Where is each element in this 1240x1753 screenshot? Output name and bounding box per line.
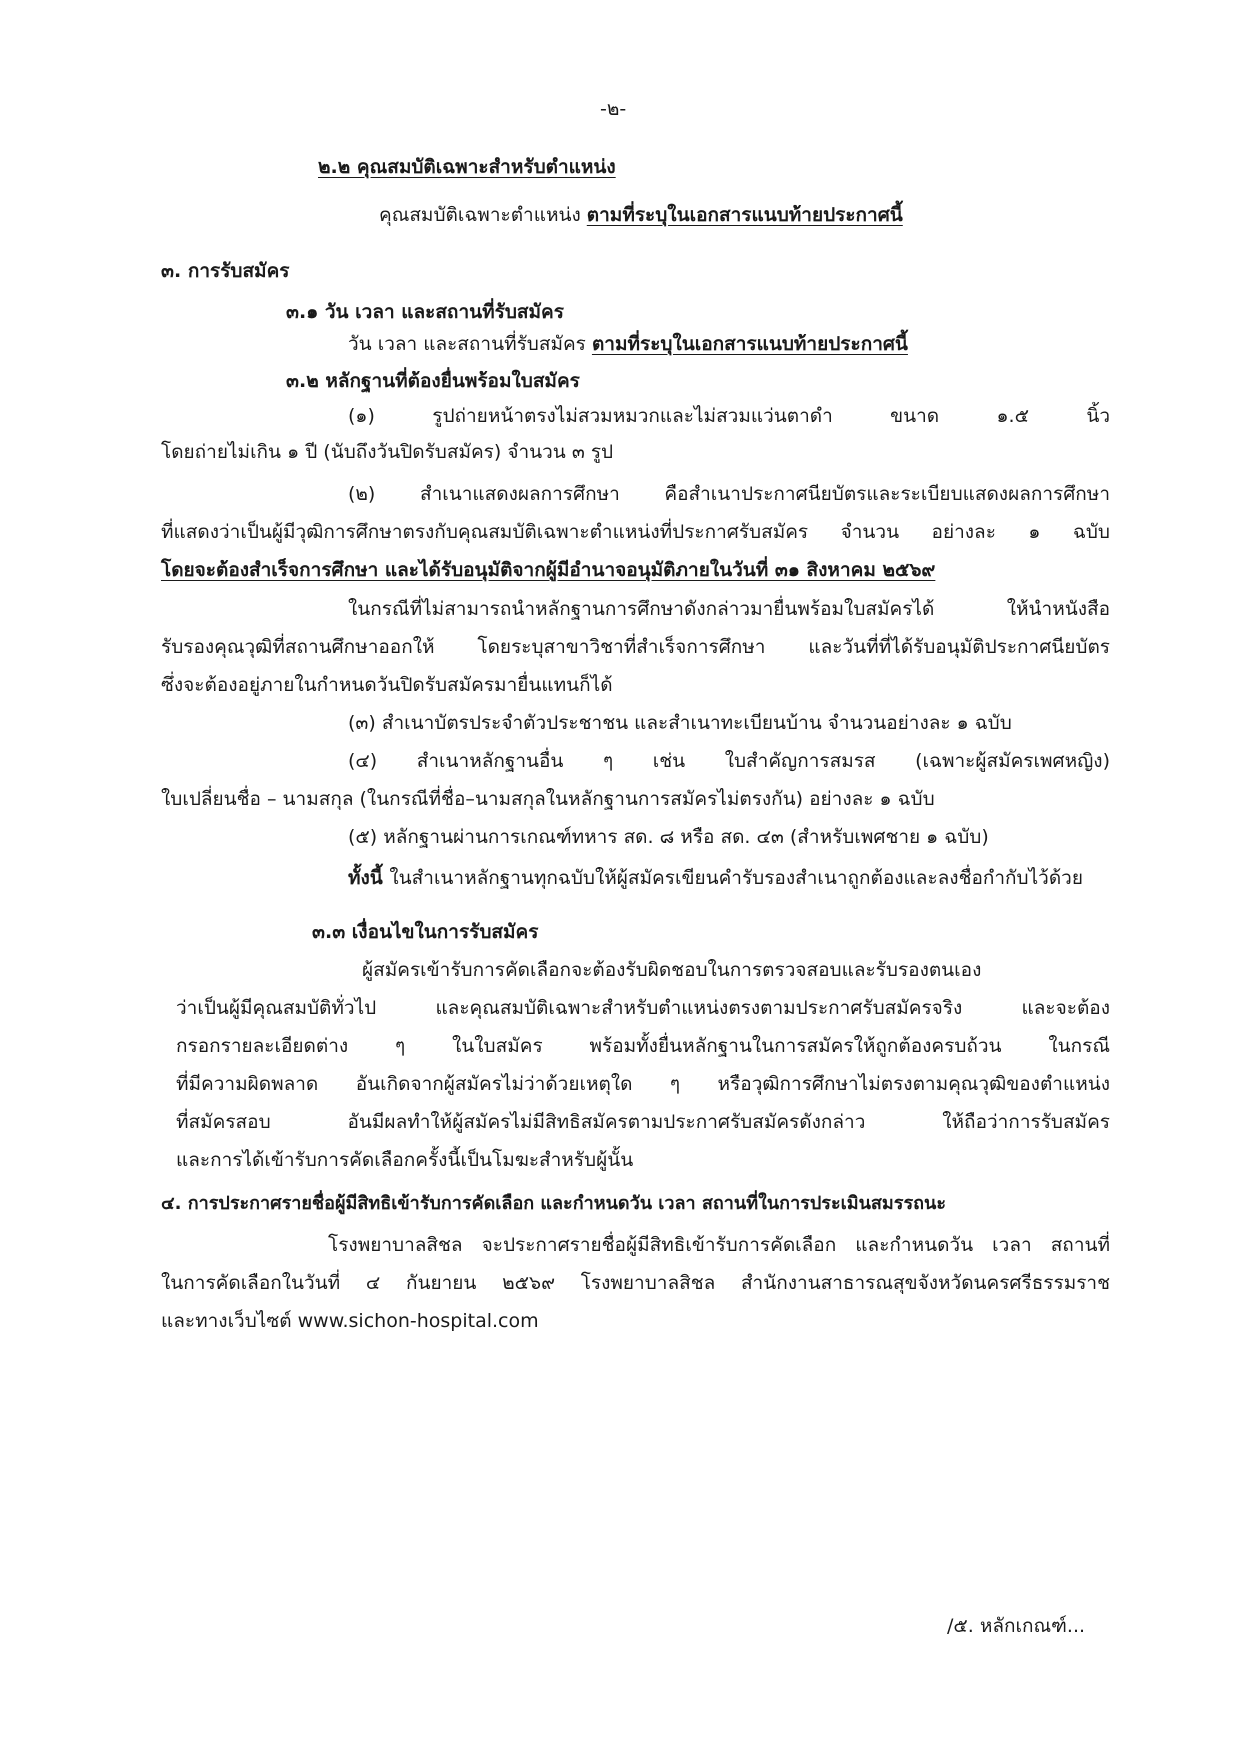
note-line [348, 869, 1083, 888]
section-3-3-line-5: ที่สมัครสอบ อันมีผลทำให้ผู้สมัครไม่มีสิทธิสมัครตามประกาศรับสมัครดังกล่าว ให้ถือว่าการรับสมัคร [176, 1111, 1110, 1133]
section-2-2-text-b: ตามที่ระบุในเอกสารแนบท้ายประกาศนี้ [586, 204, 903, 226]
section-3-1-text [348, 335, 908, 354]
case-line-1: ในกรณีที่ไม่สามารถนำหลักฐานการศึกษาดังกล่าวมายื่นพร้อมใบสมัครได้ ให้นำหนังสือ [348, 598, 1110, 620]
item-5: (๕) หลักฐานผ่านการเกณฑ์ทหาร สด. ๘ หรือ สด. ๔๓ (สำหรับเพศชาย ๑ ฉบับ) [348, 826, 989, 848]
section-3-3-line-3: กรอกรายละเอียดต่าง ๆ ในใบสมัคร พร้อมทั้งยื่นหลักฐานในการสมัครให้ถูกต้องครบถ้วน ในกรณี [176, 1035, 1110, 1057]
section-3-3-line-4: ที่มีความผิดพลาด อันเกิดจากผู้สมัครไม่ว่าด้วยเหตุใด ๆ หรือวุฒิการศึกษาไม่ตรงตามคุณวุฒิของตำแหน่ง [176, 1073, 1110, 1095]
section-3-2-heading: ๓.๒ หลักฐานที่ต้องยื่นพร้อมใบสมัคร [286, 370, 580, 392]
section-3-3-line-6: และการได้เข้ารับการคัดเลือกครั้งนี้เป็นโมฆะสำหรับผู้นั้น [176, 1149, 634, 1171]
section-4-line-3: และทางเว็บไซต์ www.sichon-hospital.com [161, 1310, 539, 1332]
case-line-2: รับรองคุณวุฒิที่สถานศึกษาออกให้ โดยระบุสาขาวิชาที่สำเร็จการศึกษา และวันที่ที่ได้รับอนุมัติประกาศนียบัตร [161, 636, 1110, 658]
section-3-1-text-a: วัน เวลา และสถานที่รับสมัคร [348, 333, 592, 355]
section-4-line-2: ในการคัดเลือกในวันที่ ๔ กันยายน ๒๕๖๙ โรงพยาบาลสิชล สำนักงานสาธารณสุขจังหวัดนครศรีธรรมราช [161, 1272, 1110, 1294]
section-3-heading: ๓. การรับสมัคร [161, 260, 290, 282]
section-2-2-text [379, 206, 903, 225]
item-4-line-1: (๔) สำเนาหลักฐานอื่น ๆ เช่น ใบสำคัญการสมรส (เฉพาะผู้สมัครเพศหญิง) [348, 750, 1110, 772]
section-4-heading: ๔. การประกาศรายชื่อผู้มีสิทธิเข้ารับการคัดเลือก และกำหนดวัน เวลา สถานที่ในการประเมินสมรรถนะ [161, 1193, 946, 1214]
item-4-line-2: ใบเปลี่ยนชื่อ – นามสกุล (ในกรณีที่ชื่อ–นามสกุลในหลักฐานการสมัครไม่ตรงกัน) อย่างละ ๑ ฉบับ [161, 788, 935, 810]
note-text: ในสำเนาหลักฐานทุกฉบับให้ผู้สมัครเขียนคำรับรองสำเนาถูกต้องและลงชื่อกำกับไว้ด้วย [389, 867, 1083, 889]
page-number: -๒- [600, 98, 627, 120]
item-2-line-1: (๒) สำเนาแสดงผลการศึกษา คือสำเนาประกาศนียบัตรและระเบียบแสดงผลการศึกษา [348, 483, 1110, 505]
section-3-3-heading: ๓.๓ เงื่อนไขในการรับสมัคร [312, 921, 539, 943]
item-1-line-2: โดยถ่ายไม่เกิน ๑ ปี (นับถึงวันปิดรับสมัคร) จำนวน ๓ รูป [161, 441, 614, 463]
item-3: (๓) สำเนาบัตรประจำตัวประชาชน และสำเนาทะเบียนบ้าน จำนวนอย่างละ ๑ ฉบับ [348, 712, 1012, 734]
section-3-1-text-b: ตามที่ระบุในเอกสารแนบท้ายประกาศนี้ [591, 333, 908, 355]
section-2-2-text-a: คุณสมบัติเฉพาะตำแหน่ง [379, 204, 587, 226]
section-4-line-1: โรงพยาบาลสิชล จะประกาศรายชื่อผู้มีสิทธิเข้ารับการคัดเลือก และกำหนดวัน เวลา สถานที่ [328, 1234, 1110, 1256]
continuation-note: /๕. หลักเกณฑ์... [947, 1615, 1086, 1637]
item-2-line-3: โดยจะต้องสำเร็จการศึกษา และได้รับอนุมัติจากผู้มีอำนาจอนุมัติภายในวันที่ ๓๑ สิงหาคม ๒๕๖๙ [161, 559, 936, 581]
section-3-3-line-2: ว่าเป็นผู้มีคุณสมบัติทั่วไป และคุณสมบัติเฉพาะสำหรับตำแหน่งตรงตามประกาศรับสมัครจริง และจะต้อง [176, 997, 1110, 1019]
item-2-line-2: ที่แสดงว่าเป็นผู้มีวุฒิการศึกษาตรงกับคุณสมบัติเฉพาะตำแหน่งที่ประกาศรับสมัคร จำนวน อย่างละ ๑ ฉบับ [161, 521, 1110, 543]
case-line-3: ซึ่งจะต้องอยู่ภายในกำหนดวันปิดรับสมัครมายื่นแทนก็ได้ [161, 674, 613, 696]
section-2-2-heading: ๒.๒ คุณสมบัติเฉพาะสำหรับตำแหน่ง [318, 156, 616, 178]
note-prefix: ทั้งนี้ [348, 867, 390, 889]
section-3-3-line-1: ผู้สมัครเข้ารับการคัดเลือกจะต้องรับผิดชอบในการตรวจสอบและรับรองตนเอง [362, 959, 982, 981]
section-3-1-heading: ๓.๑ วัน เวลา และสถานที่รับสมัคร [286, 301, 564, 323]
item-1-line-1: (๑) รูปถ่ายหน้าตรงไม่สวมหมวกและไม่สวมแว่นตาดำ ขนาด ๑.๕ นิ้ว [348, 405, 1110, 427]
